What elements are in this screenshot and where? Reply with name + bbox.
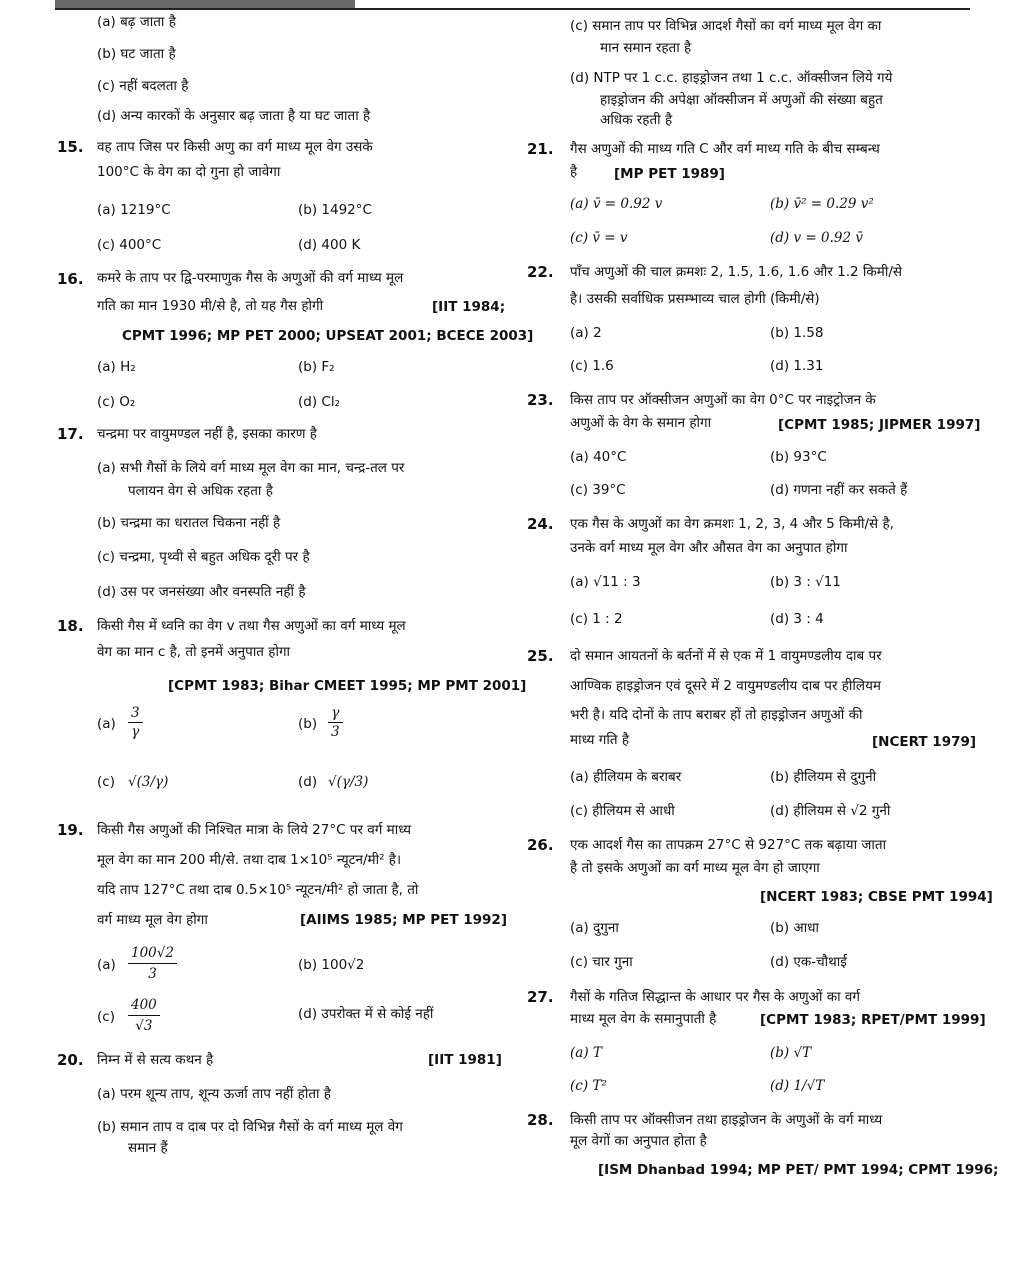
q26-line1: एक आदर्श गैस का तापक्रम 27°C से 927°C तक बढ़ाया जाता [570,837,887,853]
q19-line2: मूल वेग का मान 200 मी/से. तथा दाब 1×10⁵ न्यूटन/मी² है। [97,852,402,868]
q19-line3: यदि ताप 127°C तथा दाब 0.5×10⁵ न्यूटन/मी² हो जाता है, तो [97,882,419,898]
q16-option-a: (a) H₂ [97,359,136,375]
q16-option-b: (b) F₂ [298,359,335,375]
q24-line2: उनके वर्ग माध्य मूल वेग और औसत वेग का अनुपात होगा [570,540,848,556]
q19-line1: किसी गैस अणुओं की निश्चित मात्रा के लिये 27°C पर वर्ग माध्य [97,822,412,838]
q21-number: 21. [527,140,554,158]
q18-a-denominator: γ [131,724,140,740]
q25-line2: आण्विक हाइड्रोजन एवं दूसरे में 2 वायुमण्डलीय दाब पर हीलियम [570,678,881,694]
q25-option-c: (c) हीलियम से आधी [570,803,675,819]
q27-option-b: (b) √T [770,1045,812,1061]
q18-line2: वेग का मान c है, तो इनमें अनुपात होगा [97,644,291,660]
q18-option-a-label: (a) [97,716,116,732]
q20-option-c-line1: (c) समान ताप पर विभिन्न आदर्श गैसों का वर्ग माध्य मूल वेग का [570,18,882,34]
q26-option-d: (d) एक-चौथाई [770,954,847,970]
q21-ref: [MP PET 1989] [614,166,725,182]
q16-number: 16. [57,270,84,288]
q17-number: 17. [57,425,84,443]
q26-option-a: (a) दुगुना [570,920,619,936]
q14-option-b: (b) घट जाता है [97,46,176,62]
q19-ref: [AIIMS 1985; MP PET 1992] [300,912,507,928]
q15-line1: वह ताप जिस पर किसी अणु का वर्ग माध्य मूल वेग उसके [97,139,373,155]
q19-a-denominator: 3 [148,966,157,982]
q19-option-a-label: (a) [97,957,116,973]
q19-c-denominator: √3 [135,1018,153,1034]
q22-option-a: (a) 2 [570,325,602,341]
q17-option-d: (d) उस पर जनसंख्या और वनस्पति नहीं है [97,584,306,600]
q20-option-c-line2: मान समान रहता है [600,40,692,56]
q18-option-b-label: (b) [298,716,318,732]
q18-option-c-label: (c) [97,774,115,790]
q28-number: 28. [527,1111,554,1129]
q26-number: 26. [527,836,554,854]
q28-line2: मूल वेगों का अनुपात होता है [570,1133,707,1149]
q27-line1: गैसों के गतिज सिद्धान्त के आधार पर गैस के अणुओं का वर्ग [570,989,860,1005]
q18-ref: [CPMT 1983; Bihar CMEET 1995; MP PMT 2001] [168,678,527,694]
q20-option-b-line1: (b) समान ताप व दाब पर दो विभिन्न गैसों के वर्ग माध्य मूल वेग [97,1119,403,1135]
q20-ref: [IIT 1981] [428,1052,502,1068]
q21-option-a: (a) v̄ = 0.92 v [570,196,663,212]
q19-a-numerator: 100√2 [128,943,177,964]
q19-option-c-fraction [128,995,160,1036]
q16-option-d: (d) Cl₂ [298,394,340,410]
q21-line2: है [570,164,578,180]
q16-line1: कमरे के ताप पर द्वि-परमाणुक गैस के अणुओं की वर्ग माध्य मूल [97,270,404,286]
q27-ref: [CPMT 1983; RPET/PMT 1999] [760,1012,986,1028]
q19-c-numerator: 400 [128,995,160,1016]
q16-ref1: [IIT 1984; [432,299,506,315]
q15-number: 15. [57,138,84,156]
q22-option-d: (d) 1.31 [770,358,824,374]
q16-option-c: (c) O₂ [97,394,136,410]
q20-option-d-line2: हाइड्रोजन की अपेक्षा ऑक्सीजन में अणुओं की संख्या बहुत [600,92,883,108]
q18-option-d-label: (d) [298,774,318,790]
q19-line4: वर्ग माध्य मूल वेग होगा [97,912,208,928]
q23-line2: अणुओं के वेग के समान होगा [570,415,712,431]
q26-ref: [NCERT 1983; CBSE PMT 1994] [760,889,993,905]
q17-option-b: (b) चन्द्रमा का धरातल चिकना नहीं है [97,515,281,531]
q24-number: 24. [527,515,554,533]
q24-option-a: (a) √11 : 3 [570,574,641,590]
q16-ref2: CPMT 1996; MP PET 2000; UPSEAT 2001; BCECE 2003] [122,328,534,344]
q17-option-c: (c) चन्द्रमा, पृथ्वी से बहुत अधिक दूरी पर है [97,549,310,565]
q15-option-b: (b) 1492°C [298,202,372,218]
q25-option-a: (a) हीलियम के बराबर [570,769,682,785]
q25-number: 25. [527,647,554,665]
q22-number: 22. [527,263,554,281]
q22-line2: है। उसकी सर्वाधिक प्रसम्भाव्य चाल होगी (किमी/से) [570,291,820,307]
q25-option-d: (d) हीलियम से √2 गुनी [770,803,891,819]
q27-line2: माध्य मूल वेग के समानुपाती है [570,1011,717,1027]
q28-line1: किसी ताप पर ऑक्सीजन तथा हाइड्रोजन के अणुओं के वर्ग माध्य [570,1112,883,1128]
q16-line2: गति का मान 1930 मी/से है, तो यह गैस होगी [97,298,324,314]
q18-option-c-expr: √(3/γ) [128,774,169,790]
q14-option-d: (d) अन्य कारकों के अनुसार बढ़ जाता है या घट जाता है [97,108,371,124]
q24-option-c: (c) 1 : 2 [570,611,623,627]
q21-option-d: (d) v = 0.92 v̄ [770,230,863,246]
q18-line1: किसी गैस में ध्वनि का वेग v तथा गैस अणुओं का वर्ग माध्य मूल [97,618,406,634]
q18-b-denominator: 3 [331,724,340,740]
q23-option-d: (d) गणना नहीं कर सकते हैं [770,482,908,498]
q23-option-b: (b) 93°C [770,449,827,465]
q19-number: 19. [57,821,84,839]
q18-a-numerator: 3 [128,704,143,723]
q20-option-a: (a) परम शून्य ताप, शून्य ऊर्जा ताप नहीं होता है [97,1086,331,1102]
q17-option-a-line2: पलायन वेग से अधिक रहता है [128,483,273,499]
q17-option-a-line1: (a) सभी गैसों के लिये वर्ग माध्य मूल वेग का मान, चन्द्र-तल पर [97,460,405,476]
q20-line1: निम्न में से सत्य कथन है [97,1052,214,1068]
q20-option-b-line2: समान हैं [128,1140,168,1156]
q24-option-d: (d) 3 : 4 [770,611,824,627]
q23-option-a: (a) 40°C [570,449,627,465]
q27-option-d: (d) 1/√T [770,1078,825,1094]
q21-line1: गैस अणुओं की माध्य गति C और वर्ग माध्य गति के बीच सम्बन्ध [570,141,880,157]
q26-option-b: (b) आधा [770,920,819,936]
q25-line1: दो समान आयतनों के बर्तनों में से एक में 1 वायुमण्डलीय दाब पर [570,648,882,664]
q24-line1: एक गैस के अणुओं का वेग क्रमशः 1, 2, 3, 4 और 5 किमी/से है, [570,516,894,532]
q19-option-a-fraction [128,943,177,984]
q15-option-a: (a) 1219°C [97,202,171,218]
q18-option-d-expr: √(γ/3) [328,774,369,790]
q23-line1: किस ताप पर ऑक्सीजन अणुओं का वेग 0°C पर नाइट्रोजन के [570,392,876,408]
q19-option-d: (d) उपरोक्त में से कोई नहीं [298,1006,434,1022]
q25-option-b: (b) हीलियम से दुगुनी [770,769,877,785]
q18-number: 18. [57,617,84,635]
q26-line2: है तो इसके अणुओं का वर्ग माध्य मूल वेग हो जाएगा [570,860,820,876]
q21-option-c: (c) v̄ = v [570,230,628,246]
q15-option-c: (c) 400°C [97,237,162,253]
q23-ref: [CPMT 1985; JIPMER 1997] [778,417,981,433]
q17-line1: चन्द्रमा पर वायुमण्डल नहीं है, इसका कारण है [97,426,317,442]
q25-line3: भरी है। यदि दोनों के ताप बराबर हों तो हाइड्रोजन अणुओं की [570,707,863,723]
q14-option-a: (a) बढ़ जाता है [97,14,176,30]
q25-line4: माध्य गति है [570,732,630,748]
q24-option-b: (b) 3 : √11 [770,574,841,590]
q27-option-c: (c) T² [570,1078,607,1094]
q15-option-d: (d) 400 K [298,237,361,253]
q27-number: 27. [527,988,554,1006]
q23-number: 23. [527,391,554,409]
q25-ref: [NCERT 1979] [872,734,977,750]
q23-option-c: (c) 39°C [570,482,626,498]
q28-ref: [ISM Dhanbad 1994; MP PET/ PMT 1994; CPMT 1996; [598,1162,999,1178]
q20-number: 20. [57,1051,84,1069]
q19-option-c-label: (c) [97,1009,115,1025]
q18-option-a-fraction [128,704,143,741]
page-header-bar [55,0,970,10]
q20-option-d-line1: (d) NTP पर 1 c.c. हाइड्रोजन तथा 1 c.c. ऑक्सीजन लिये गये [570,70,893,86]
q27-option-a: (a) T [570,1045,602,1061]
q26-option-c: (c) चार गुना [570,954,633,970]
q18-option-b-fraction [328,704,343,741]
q21-option-b: (b) v̄² = 0.29 v² [770,196,874,212]
q15-line2: 100°C के वेग का दो गुना हो जावेगा [97,164,281,180]
q18-b-numerator: γ [328,704,343,723]
q22-line1: पाँच अणुओं की चाल क्रमशः 2, 1.5, 1.6, 1.6 और 1.2 किमी/से [570,264,903,280]
q22-option-c: (c) 1.6 [570,358,614,374]
q14-option-c: (c) नहीं बदलता है [97,78,189,94]
q19-option-b: (b) 100√2 [298,957,365,973]
q20-option-d-line3: अधिक रहती है [600,112,673,128]
header-block [55,0,355,8]
q22-option-b: (b) 1.58 [770,325,824,341]
